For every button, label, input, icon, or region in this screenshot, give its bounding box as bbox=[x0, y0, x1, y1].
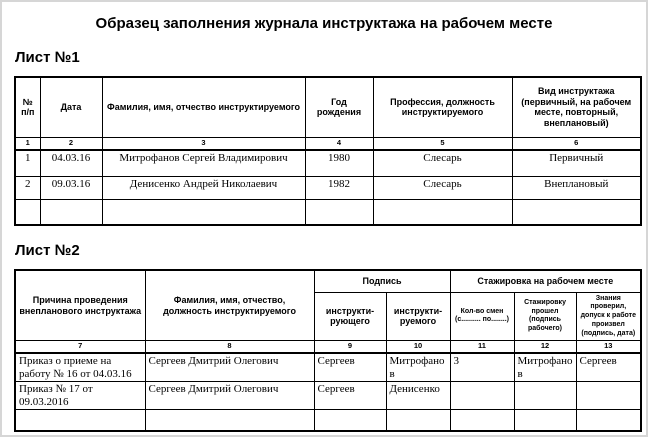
cell-name: Сергеев Дмитрий Олегович bbox=[145, 381, 314, 409]
cell-name: Митрофанов Сергей Владимирович bbox=[102, 150, 305, 176]
cell-date: 09.03.16 bbox=[40, 176, 102, 199]
column-header-cause: Причина проведения внепланового инструктажа bbox=[15, 270, 145, 341]
cell-number bbox=[15, 199, 40, 225]
cell-instructor-signature bbox=[314, 409, 386, 431]
cell-internship-passed bbox=[514, 381, 576, 409]
cell-instructor-signature: Сергеев bbox=[314, 381, 386, 409]
column-number: 13 bbox=[576, 341, 641, 353]
cell-instructor-signature: Сергеев bbox=[314, 353, 386, 381]
column-number: 3 bbox=[102, 137, 305, 150]
column-number: 2 bbox=[40, 137, 102, 150]
column-header-knowledge-check: Знания проверил, допуск к работе произвел (подпись, дата) bbox=[576, 292, 641, 341]
sheet2-table bbox=[14, 269, 642, 432]
table-row bbox=[15, 150, 641, 176]
cell-instruction-type: Внеплановый bbox=[512, 176, 641, 199]
cell-internship-passed: Митрофанов bbox=[514, 353, 576, 381]
column-number: 12 bbox=[514, 341, 576, 353]
column-number: 8 bbox=[145, 341, 314, 353]
column-group-signature: Подпись bbox=[314, 270, 450, 292]
column-number: 6 bbox=[512, 137, 641, 150]
column-header-instructed-signature: инструкти-руемого bbox=[386, 292, 450, 341]
cell-knowledge-check bbox=[576, 381, 641, 409]
table2-number-row bbox=[15, 341, 641, 353]
cell-instruction-type: Первичный bbox=[512, 150, 641, 176]
cell-instructed-signature bbox=[386, 409, 450, 431]
column-number: 7 bbox=[15, 341, 145, 353]
cell-date: 04.03.16 bbox=[40, 150, 102, 176]
cell-name: Денисенко Андрей Николаевич bbox=[102, 176, 305, 199]
column-header-birth-year: Год рождения bbox=[305, 77, 373, 137]
column-header-number: № п/п bbox=[15, 77, 40, 137]
cell-instructed-signature: Денисенко bbox=[386, 381, 450, 409]
cell-profession bbox=[373, 199, 512, 225]
table1-header-row bbox=[15, 77, 641, 137]
cell-instruction-type bbox=[512, 199, 641, 225]
cell-birth-year bbox=[305, 199, 373, 225]
column-group-internship: Стажировка на рабочем месте bbox=[450, 270, 641, 292]
cell-name bbox=[102, 199, 305, 225]
column-header-shift-count: Кол-во смен (с.......... по........) bbox=[450, 292, 514, 341]
page-title: Образец заполнения журнала инструктажа на рабочем месте bbox=[95, 15, 553, 32]
column-header-name: Фамилия, имя, отчество инструктируемого bbox=[102, 77, 305, 137]
column-number: 9 bbox=[314, 341, 386, 353]
cell-date bbox=[40, 199, 102, 225]
cell-instructed-signature: Митрофанов bbox=[386, 353, 450, 381]
cell-shift-count bbox=[450, 381, 514, 409]
column-header-date: Дата bbox=[40, 77, 102, 137]
cell-internship-passed bbox=[514, 409, 576, 431]
cell-name: Сергеев Дмитрий Олегович bbox=[145, 353, 314, 381]
cell-birth-year: 1982 bbox=[305, 176, 373, 199]
column-number: 1 bbox=[15, 137, 40, 150]
cell-knowledge-check: Сергеев bbox=[576, 353, 641, 381]
sheet1-title: Лист №1 bbox=[15, 49, 80, 66]
cell-cause: Приказ о приеме на работу № 16 от 04.03.16 bbox=[15, 353, 145, 381]
table1-number-row bbox=[15, 137, 641, 150]
cell-birth-year: 1980 bbox=[305, 150, 373, 176]
column-number: 5 bbox=[373, 137, 512, 150]
cell-cause bbox=[15, 409, 145, 431]
column-header-instruction-type: Вид инструктажа (первичный, на рабочем месте, повторный, внеплановый) bbox=[512, 77, 641, 137]
cell-number: 2 bbox=[15, 176, 40, 199]
cell-knowledge-check bbox=[576, 409, 641, 431]
table-row bbox=[15, 409, 641, 431]
cell-shift-count: 3 bbox=[450, 353, 514, 381]
cell-name bbox=[145, 409, 314, 431]
column-header-instructor-signature: инструкти-рующего bbox=[314, 292, 386, 341]
cell-profession: Слесарь bbox=[373, 150, 512, 176]
cell-shift-count bbox=[450, 409, 514, 431]
table2-group-header-row bbox=[15, 270, 641, 292]
sheet1-table bbox=[14, 76, 642, 226]
column-header-name: Фамилия, имя, отчество, должность инструктируемого bbox=[145, 270, 314, 341]
table-row bbox=[15, 353, 641, 381]
column-number: 4 bbox=[305, 137, 373, 150]
sheet2-title: Лист №2 bbox=[15, 242, 80, 259]
column-header-profession: Профессия, должность инструктируемого bbox=[373, 77, 512, 137]
column-number: 10 bbox=[386, 341, 450, 353]
cell-number: 1 bbox=[15, 150, 40, 176]
table-row bbox=[15, 381, 641, 409]
table-row bbox=[15, 199, 641, 225]
column-header-internship-passed: Стажировку прошел (подпись рабочего) bbox=[514, 292, 576, 341]
cell-cause: Приказ № 17 от 09.03.2016 bbox=[15, 381, 145, 409]
column-number: 11 bbox=[450, 341, 514, 353]
cell-profession: Слесарь bbox=[373, 176, 512, 199]
table-row bbox=[15, 176, 641, 199]
